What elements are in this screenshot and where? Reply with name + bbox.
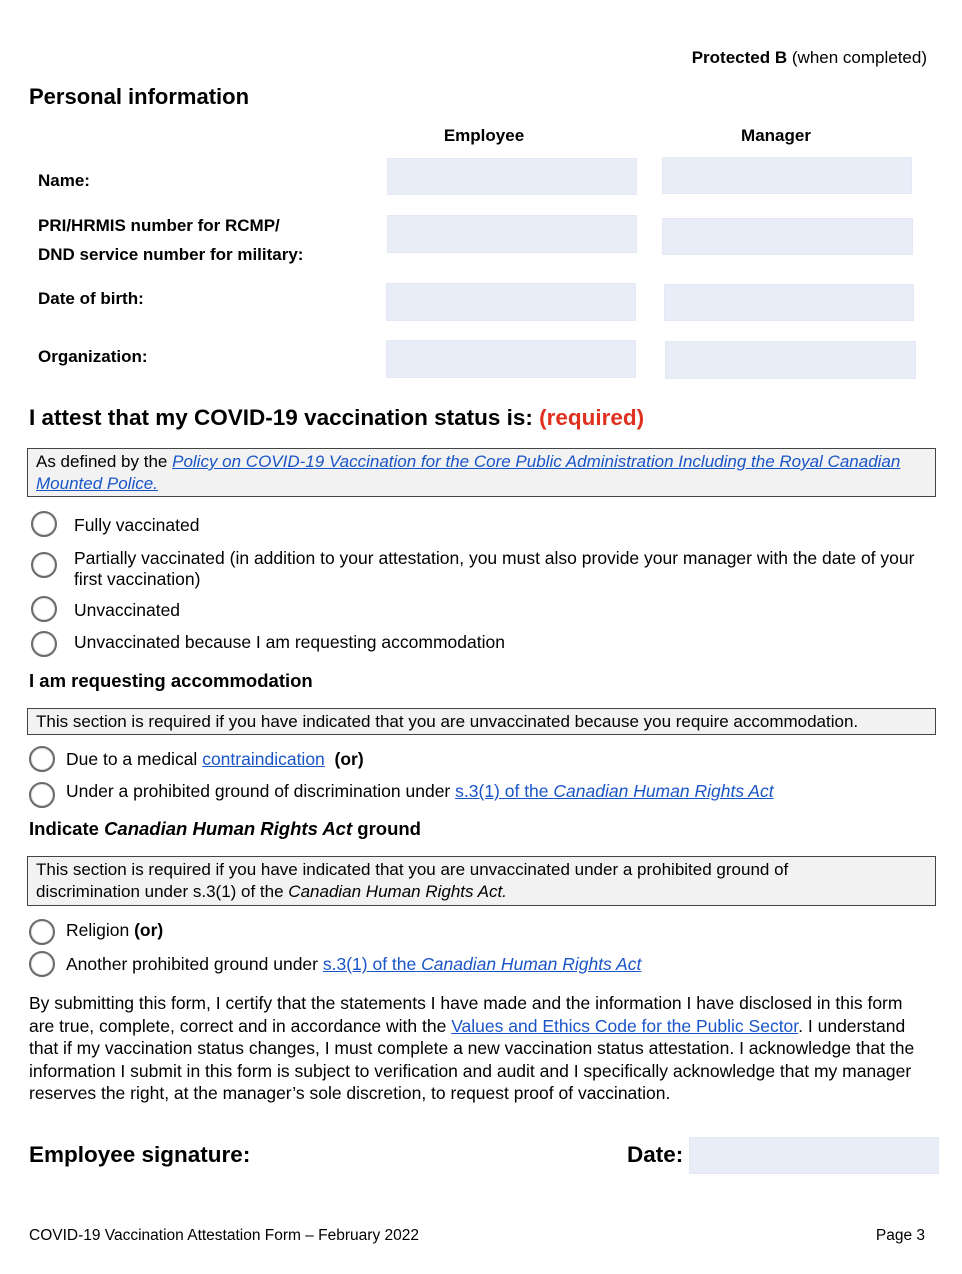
personal-info-title: Personal information bbox=[29, 84, 250, 109]
fully-vaccinated-radio[interactable] bbox=[31, 511, 57, 537]
another-prefix: Another prohibited ground under bbox=[66, 954, 318, 974]
unvaccinated-radio[interactable] bbox=[31, 596, 57, 622]
certify-part1: By submitting this form, I certify that the statements I have made and the information I have disclosed in this form are true, complete, correct and in accordance with the bbox=[29, 993, 903, 1036]
required-marker: (required) bbox=[539, 405, 645, 430]
accommodation-title: I am requesting accommodation bbox=[29, 670, 313, 691]
religion-label: Religion bbox=[66, 920, 130, 940]
page-number: Page 3 bbox=[875, 1227, 925, 1244]
chra-ground-title bbox=[29, 818, 421, 840]
chra-link-italic: Canadian Human Rights Act bbox=[553, 781, 774, 801]
religion-or: (or) bbox=[134, 920, 164, 940]
chra-link-prefix: s.3(1) of the bbox=[455, 781, 549, 801]
policy-prefix: As defined by the bbox=[36, 452, 168, 471]
prohibited-prefix: Under a prohibited ground of discrimination under bbox=[66, 781, 451, 801]
chra-box-line2-italic: Canadian Human Rights Act. bbox=[288, 882, 507, 901]
policy-definition-box bbox=[27, 448, 936, 497]
values-ethics-link[interactable]: Values and Ethics Code for the Public Sector bbox=[451, 1015, 799, 1036]
partially-vaccinated-radio[interactable] bbox=[31, 552, 57, 578]
manager-pri-field[interactable] bbox=[662, 218, 913, 255]
chra-box-line2-prefix: discrimination under s.3(1) of the bbox=[36, 882, 284, 901]
certification-paragraph bbox=[29, 992, 929, 1105]
dob-label: Date of birth: bbox=[38, 289, 144, 308]
protection-marking bbox=[692, 48, 927, 68]
name-label: Name: bbox=[38, 171, 90, 190]
date-label: Date: bbox=[627, 1142, 684, 1167]
protected-note: (when completed) bbox=[791, 48, 927, 67]
prohibited-ground-option bbox=[66, 781, 774, 802]
chra-title-prefix: Indicate bbox=[29, 818, 99, 839]
chra-link[interactable] bbox=[455, 781, 773, 801]
chra-note-box bbox=[27, 856, 936, 906]
employee-signature-label: Employee signature: bbox=[29, 1142, 251, 1167]
manager-dob-field[interactable] bbox=[664, 284, 914, 321]
medical-or: (or) bbox=[334, 749, 364, 769]
manager-organization-field[interactable] bbox=[665, 341, 916, 379]
prohibited-ground-radio[interactable] bbox=[29, 782, 55, 808]
pri-label-line1: PRI/HRMIS number for RCMP/ bbox=[38, 216, 280, 235]
religion-radio[interactable] bbox=[29, 919, 55, 945]
unvaccinated-accommodation-label: Unvaccinated because I am requesting accommodation bbox=[74, 632, 505, 652]
pri-label-line2: DND service number for military: bbox=[38, 245, 304, 264]
manager-name-field[interactable] bbox=[662, 157, 912, 194]
chra-title-italic: Canadian Human Rights Act bbox=[104, 818, 353, 839]
employee-organization-field[interactable] bbox=[386, 340, 636, 378]
protected-label: Protected B bbox=[691, 48, 788, 67]
pri-label bbox=[38, 211, 303, 269]
employee-pri-field[interactable] bbox=[387, 215, 637, 253]
chra-box-line1: This section is required if you have indicated that you are unvaccinated under a prohibited ground of bbox=[36, 860, 789, 879]
employee-name-field[interactable] bbox=[387, 158, 637, 195]
religion-option bbox=[66, 920, 163, 941]
certify-part2: . I understand that if my vaccination status changes, I must complete a new vaccination status attestation. I acknowledge that the information I submit in this form is subject to verification and audit and I specifically acknowledge that my manager reserves the right, at the manager’s sole discretion, to request proof of vaccination. bbox=[29, 1015, 915, 1104]
contraindication-link[interactable]: contraindication bbox=[202, 749, 325, 769]
unvaccinated-label: Unvaccinated bbox=[74, 600, 181, 620]
attest-heading bbox=[29, 405, 644, 431]
accommodation-note-box: This section is required if you have indicated that you are unvaccinated because you require accommodation. bbox=[27, 708, 936, 735]
policy-link[interactable]: Policy on COVID-19 Vaccination for the Core Public Administration Including the Royal Canadian Mounted Police. bbox=[36, 452, 901, 493]
another-ground-radio[interactable] bbox=[29, 951, 55, 977]
another-ground-option bbox=[66, 954, 641, 975]
employee-column-header: Employee bbox=[443, 126, 525, 145]
partially-vaccinated-label: Partially vaccinated (in addition to your attestation, you must also provide your manager with the date of your first vaccination) bbox=[74, 548, 915, 589]
another-link-italic: Canadian Human Rights Act bbox=[421, 954, 642, 974]
footer-form-title: COVID-19 Vaccination Attestation Form – February 2022 bbox=[29, 1227, 419, 1244]
date-field[interactable] bbox=[689, 1137, 939, 1174]
employee-dob-field[interactable] bbox=[386, 283, 636, 321]
organization-label: Organization: bbox=[38, 347, 148, 366]
medical-contraindication-radio[interactable] bbox=[29, 746, 55, 772]
another-chra-link[interactable] bbox=[323, 954, 641, 974]
attest-title: I attest that my COVID-19 vaccination status is: bbox=[29, 405, 533, 430]
manager-column-header: Manager bbox=[741, 126, 811, 145]
another-link-prefix: s.3(1) of the bbox=[322, 954, 417, 974]
chra-title-suffix: ground bbox=[357, 818, 421, 839]
chra-box-line2 bbox=[36, 881, 927, 903]
fully-vaccinated-label: Fully vaccinated bbox=[74, 515, 200, 535]
medical-prefix: Due to a medical bbox=[66, 749, 198, 769]
medical-option bbox=[66, 749, 364, 770]
unvaccinated-accommodation-radio[interactable] bbox=[31, 631, 57, 657]
